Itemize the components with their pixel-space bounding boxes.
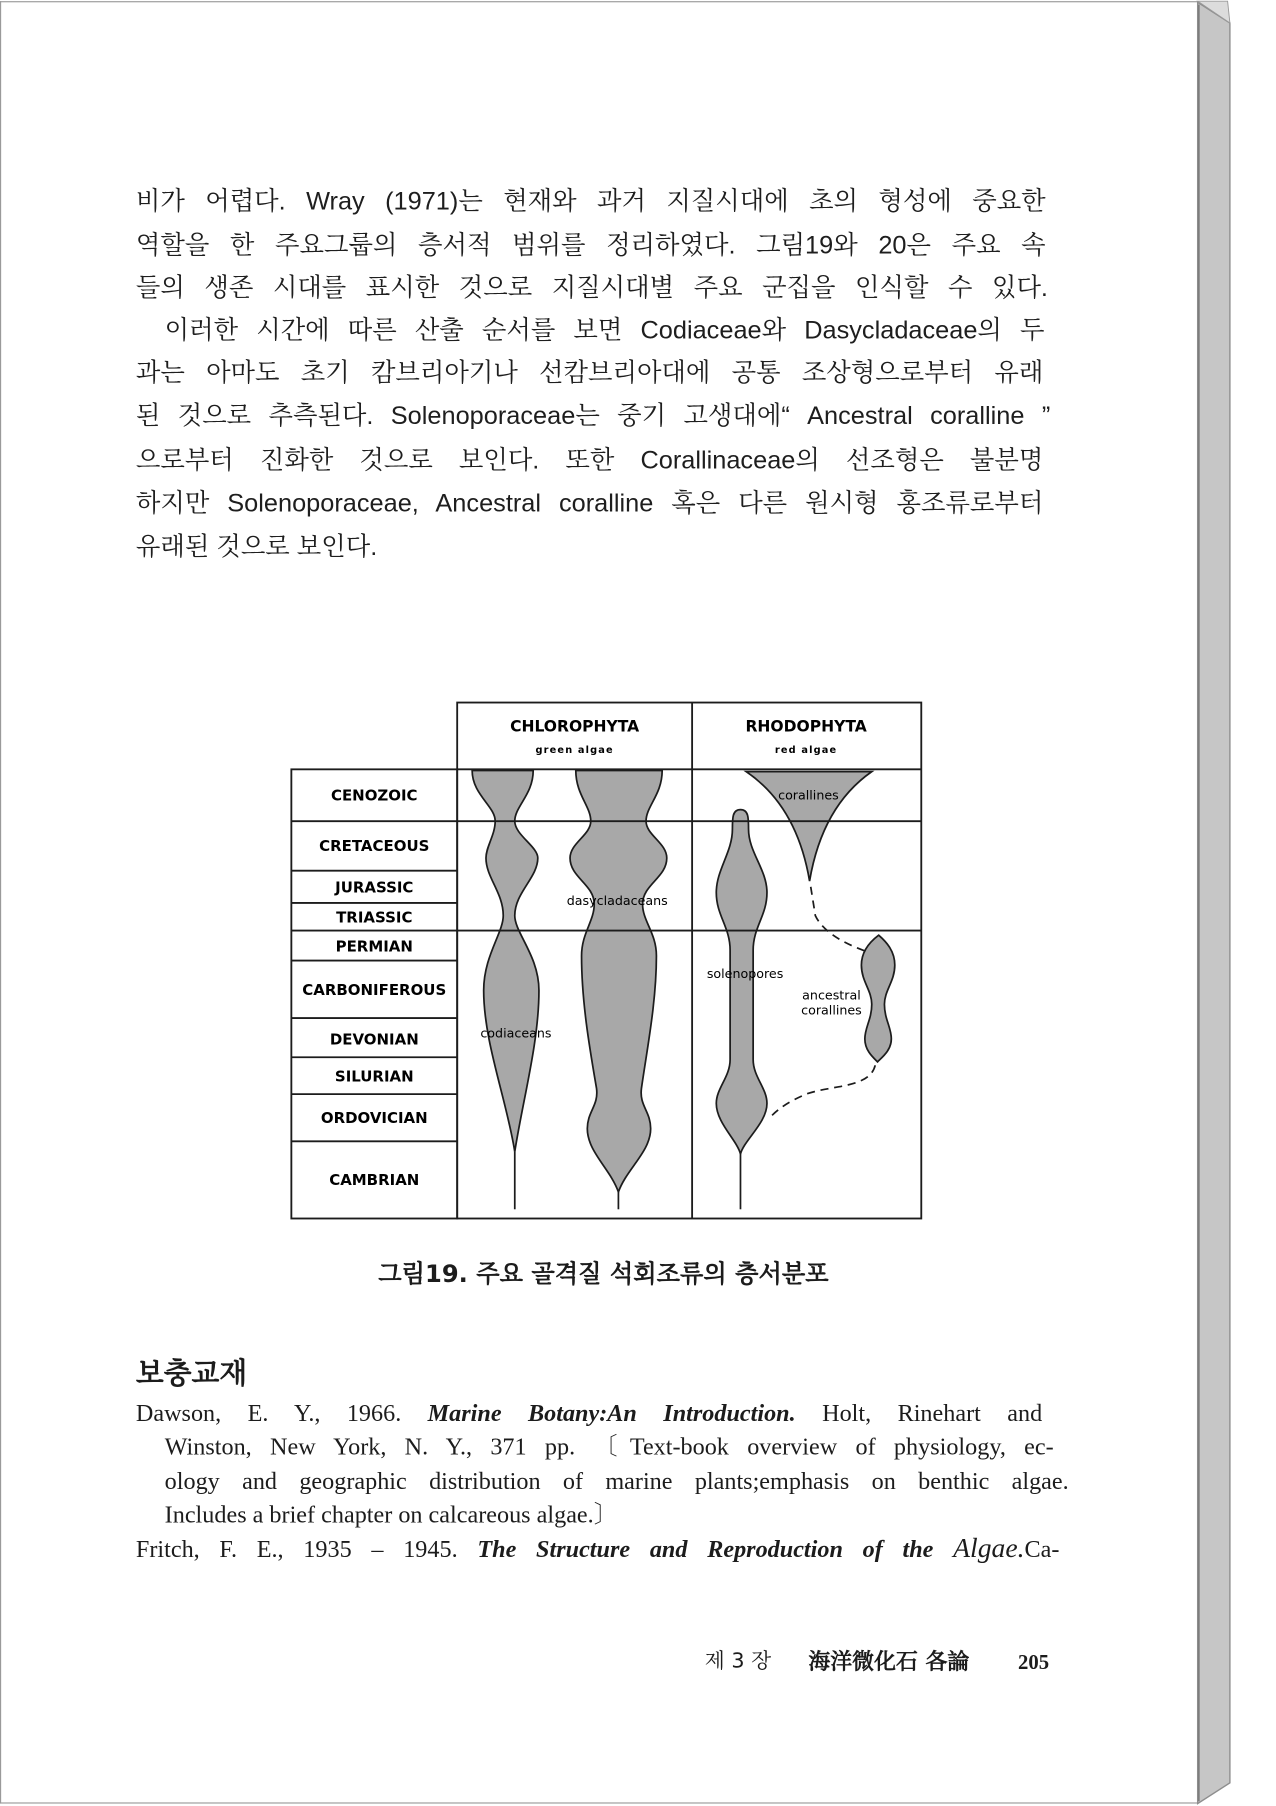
reference-title-end: Algae. — [953, 1534, 1025, 1565]
footer-chapter: 제 3 장 — [704, 1649, 772, 1674]
page-edge-stack — [1193, 0, 1239, 1806]
reference-continuation: Ca- — [1024, 1535, 1060, 1563]
body-line-6: 된 것으로 추측된다. Solenoporaceae는 중기 고생대에“ Ancestral coralline ” — [135, 400, 1051, 430]
body-line-2: 역할을 한 주요그룹의 층서적 범위를 정리하였다. 그림19와 20은 주요 속 — [135, 230, 1046, 260]
body-line-1: 비가 어렵다. Wray (1971)는 현재와 과거 지질시대에 초의 형성에 중요한 — [135, 186, 1046, 216]
rhodophyta-subheader: red algae — [774, 745, 838, 757]
label-dasycladaceans: dasycladaceans — [566, 893, 668, 909]
codiaceans-range — [472, 770, 539, 1151]
reference-author: Fritch, F. E., 1935 – 1945. — [135, 1535, 478, 1563]
figure-caption: 그림19. 주요 골격질 석회조류의 층서분포 — [378, 1259, 829, 1288]
page-edge-band — [1198, 2, 1230, 1803]
ancestral-corallines-range — [861, 935, 894, 1062]
chlorophyta-header: CHLOROPHYTA — [510, 717, 640, 736]
period-label-permian: PERMIAN — [335, 937, 413, 956]
reference-line-4: Includes a brief chapter on calcareous algae.〕 — [164, 1500, 618, 1529]
section-heading: 보충교재 — [135, 1356, 248, 1391]
rhodophyta-header: RHODOPHYTA — [745, 717, 867, 736]
body-line-3: 들의 생존 시대를 표시한 것으로 지질시대별 주요 군집을 인식할 수 있다. — [135, 272, 1048, 302]
label-ancestral-corallines-line2: corallines — [801, 1002, 862, 1018]
reference-title: The Structure and Reproduction of the — [477, 1535, 954, 1563]
footer-title: 海洋微化石 各論 — [808, 1649, 970, 1675]
reference-title: Marine Botany:An Introduction. — [427, 1399, 796, 1427]
period-label-jurassic: JURASSIC — [335, 878, 414, 897]
label-codiaceans: codiaceans — [480, 1025, 552, 1041]
label-solenopores: solenopores — [706, 965, 784, 981]
body-line-8: 하지만 Solenoporaceae, Ancestral coralline 혹은 다른 원시형 홍조류로부터 — [135, 488, 1044, 518]
page-number: 205 — [1018, 1650, 1050, 1674]
chlorophyta-subheader: green algae — [535, 745, 614, 757]
label-corallines: corallines — [778, 787, 839, 803]
reference-line-1 — [136, 1397, 1042, 1429]
reference-line-3: ology and geographic distribution of marine plants;emphasis on benthic algae. — [164, 1467, 1069, 1495]
ancestral-to-solenopores-connector — [768, 1065, 875, 1119]
reference-line-5 — [136, 1533, 1060, 1565]
corallines-to-ancestral-connector — [811, 887, 866, 951]
dasycladaceans-range — [570, 770, 667, 1192]
reference-author: Dawson, E. Y., 1966. — [135, 1399, 428, 1427]
period-label-triassic: TRIASSIC — [336, 908, 413, 927]
reference-line-2: Winston, New York, N. Y., 371 pp. 〔Text-book overview of physiology, ec- — [164, 1432, 1054, 1461]
period-label-silurian: SILURIAN — [334, 1067, 414, 1086]
period-label-ordovician: ORDOVICIAN — [320, 1108, 428, 1127]
period-label-carboniferous: CARBONIFEROUS — [302, 981, 447, 1000]
body-line-9: 유래된 것으로 보인다. — [135, 532, 378, 561]
label-ancestral-corallines-line1: ancestral — [802, 987, 861, 1003]
body-line-5: 과는 아마도 초기 캄브리아기나 선캄브리아대에 공통 조상형으로부터 유래 — [135, 358, 1044, 387]
body-line-7: 으로부터 진화한 것으로 보인다. 또한 Corallinaceae의 선조형은 불분명 — [135, 445, 1044, 475]
period-label-devonian: DEVONIAN — [329, 1030, 419, 1049]
stratigraphic-range-figure — [276, 691, 944, 1232]
period-label-cretaceous: CRETACEOUS — [319, 837, 430, 856]
period-label-cambrian: CAMBRIAN — [329, 1171, 420, 1190]
body-line-4: 이러한 시간에 따른 산출 순서를 보면 Codiaceae와 Dasycladaceae의 두 — [164, 315, 1045, 345]
reference-publisher: Holt, Rinehart and — [795, 1399, 1043, 1427]
period-label-cenozoic: CENOZOIC — [330, 786, 418, 805]
solenopores-range — [716, 810, 767, 1154]
